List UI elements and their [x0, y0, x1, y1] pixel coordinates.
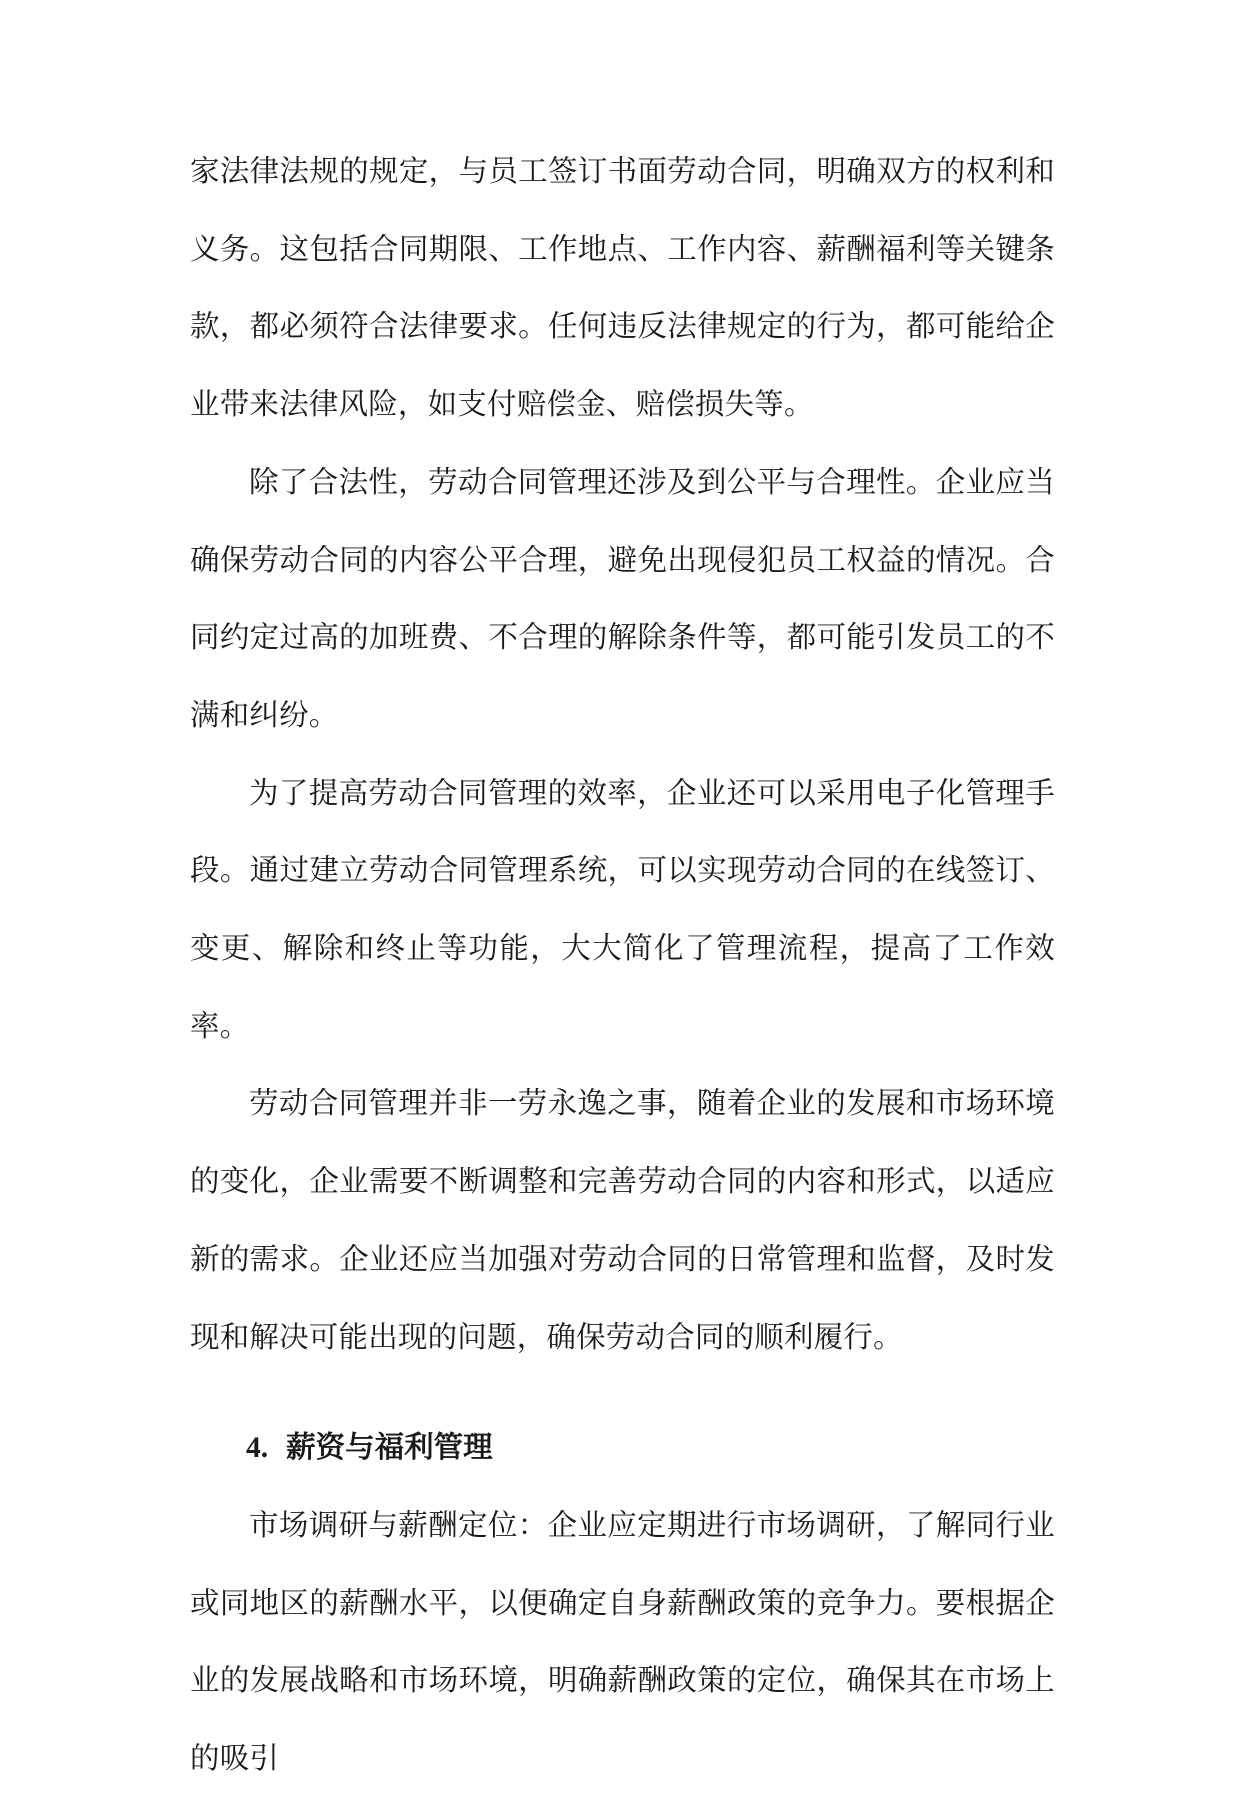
section-number: 4.: [246, 1432, 269, 1465]
paragraph-legal-requirements: 家法律法规的规定，与员工签订书面劳动合同，明确双方的权利和义务。这包括合同期限、工作地点、工作内容、薪酬福利等关键条款，都必须符合法律要求。任何违反法律规定的行为，都可能给企业带来法律风险，如支付赔偿金、赔偿损失等。: [190, 154, 1055, 422]
paragraph-market-research: 市场调研与薪酬定位：企业应定期进行市场调研，了解同行业或同地区的薪酬水平，以便确定自身薪酬政策的竞争力。要根据企业的发展战略和市场环境，明确薪酬政策的定位，确保其在市场上的吸引: [190, 1507, 1055, 1776]
document-body: [190, 133, 1055, 1798]
section-title: 薪资与福利管理: [286, 1430, 493, 1465]
paragraph-continuous-improvement: 劳动合同管理并非一劳永逸之事，随着企业的发展和市场环境的变化，企业需要不断调整和完善劳动合同的内容和形式，以适应新的需求。企业还应当加强对劳动合同的日常管理和监督，及时发现和解决可能出现的问题，确保劳动合同的顺利履行。: [190, 1086, 1055, 1354]
paragraph-electronic-management: 为了提高劳动合同管理的效率，企业还可以采用电子化管理手段。通过建立劳动合同管理系统，可以实现劳动合同的在线签订、变更、解除和终止等功能，大大简化了管理流程，提高了工作效率。: [190, 775, 1055, 1043]
paragraph-fairness: 除了合法性，劳动合同管理还涉及到公平与合理性。企业应当确保劳动合同的内容公平合理，避免出现侵犯员工权益的情况。合同约定过高的加班费、不合理的解除条件等，都可能引发员工的不满和纠纷。: [190, 464, 1055, 732]
section-heading: [190, 1409, 1055, 1487]
